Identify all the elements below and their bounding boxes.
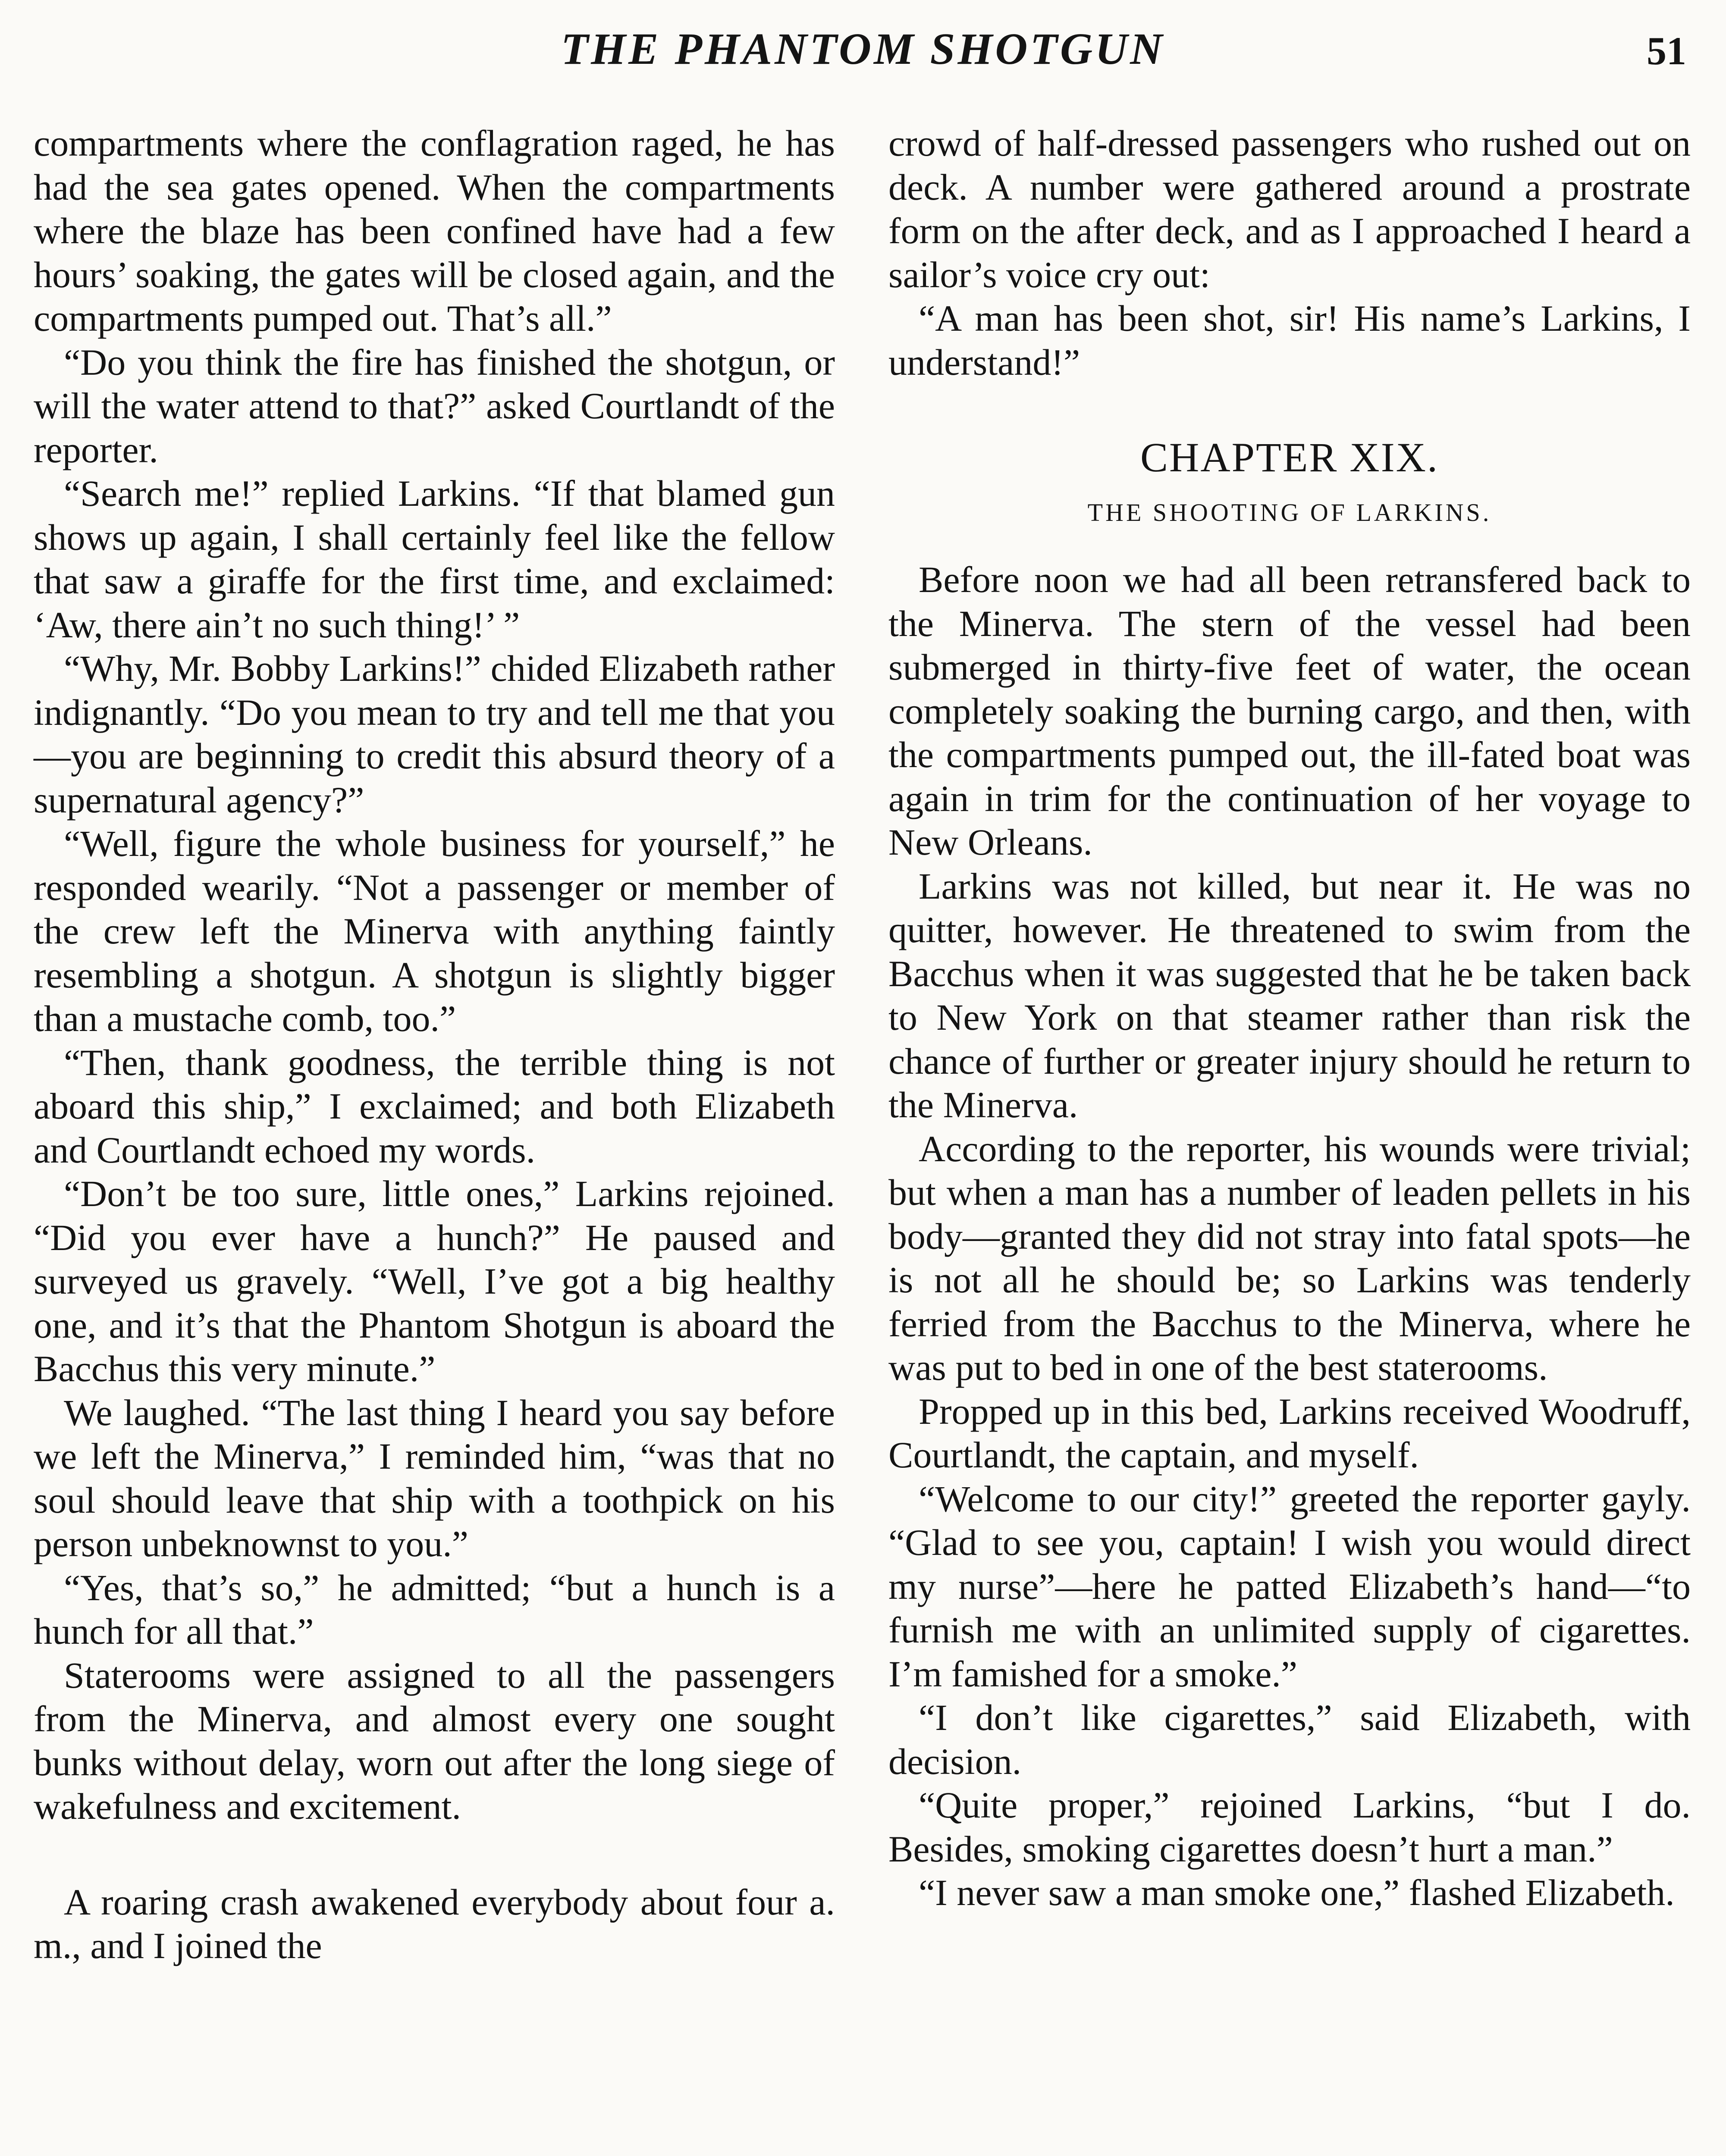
paragraph: According to the reporter, his wounds were trivial; but when a man has a number of leaden pellets in his body—granted they did not stray into fatal spots—he is not all he should be; so Larkins was tenderly ferried from the Bacchus to the Minerva, where he was put to bed in one of the best staterooms. [888, 1128, 1691, 1388]
paragraph: “Yes, that’s so,” he admitted; “but a hunch is a hunch for all that.” [34, 1567, 835, 1652]
running-header-title: THE PHANTOM SHOTGUN [561, 24, 1165, 74]
paragraph: “Do you think the fire has finished the shotgun, or will the water attend to that?” asked Courtlandt of the reporter. [34, 341, 835, 470]
paragraph: “I never saw a man smoke one,” flashed Elizabeth. [919, 1872, 1675, 1913]
section-break [34, 1829, 835, 1880]
paragraph: Before noon we had all been retransfered back to the Minerva. The stern of the vessel had been submerged in thirty-five feet of water, the ocean completely soaking the burning cargo, and then, with the compartments pumped out, the ill-fated boat was again in trim for the continuation of her voyage to New Orleans. [888, 559, 1691, 863]
paragraph: “Quite proper,” rejoined Larkins, “but I do. Besides, smoking cigarettes doesn’t hurt a man.” [888, 1784, 1691, 1870]
paragraph: We laughed. “The last thing I heard you say before we left the Minerva,” I reminded him, “was that no soul should leave that ship with a toothpick on his person unbeknownst to you.” [34, 1391, 835, 1564]
paragraph: compartments where the conflagration raged, he has had the sea gates opened. When the compartments where the blaze has been confined have had a few hours’ soaking, the gates will be closed again, and the compartments pumped out. That’s all.” [34, 122, 835, 339]
paragraph: Larkins was not killed, but near it. He was no quitter, however. He threatened to swim from the Bacchus when it was suggested that he be taken back to New York on that steamer rather than risk the chance of further or greater injury should he return to the Minerva. [888, 865, 1691, 1125]
paragraph: “Don’t be too sure, little ones,” Larkins rejoined. “Did you ever have a hunch?” He paused and surveyed us gravely. “Well, I’ve got a big healthy one, and it’s that the Phantom Shotgun is aboard the Bacchus this very minute.” [34, 1173, 835, 1389]
paragraph: Propped up in this bed, Larkins received Woodruff, Courtlandt, the captain, and myself. [888, 1390, 1691, 1476]
chapter-heading: CHAPTER XIX. [1140, 434, 1439, 480]
paragraph: “Well, figure the whole business for yourself,” he responded wearily. “Not a passenger or member of the crew left the Minerva with anything faintly resembling a shotgun. A shotgun is slightly bigger than a mustache comb, too.” [34, 823, 835, 1039]
paragraph: “Search me!” replied Larkins. “If that blamed gun shows up again, I shall certainly feel like the fellow that saw a giraffe for the first time, and exclaimed: ‘Aw, there ain’t no such thing!’ ” [34, 473, 835, 646]
paragraph: “Why, Mr. Bobby Larkins!” chided Elizabeth rather indignantly. “Do you mean to try and tell me that you—you are beginning to credit this absurd theory of a supernatural agency?” [34, 648, 835, 821]
paragraph: Staterooms were assigned to all the passengers from the Minerva, and almost every one sought bunks without delay, worn out after the long siege of wakefulness and excitement. [34, 1654, 835, 1827]
paragraph: “Then, thank goodness, the terrible thing is not aboard this ship,” I exclaimed; and both Elizabeth and Courtlandt echoed my words. [34, 1041, 835, 1171]
right-column [888, 122, 1691, 1915]
paragraph: crowd of half-dressed passengers who rushed out on deck. A number were gathered around a prostrate form on the after deck, and as I approached I heard a sailor’s voice cry out: [888, 122, 1691, 295]
paragraph: A roaring crash awakened everybody about four a. m., and I joined the [34, 1881, 835, 1966]
paragraph: “A man has been shot, sir! His name’s Larkins, I understand!” [888, 298, 1691, 383]
paragraph: “I don’t like cigarettes,” said Elizabeth, with decision. [888, 1697, 1691, 1782]
paragraph: “Welcome to our city!” greeted the reporter gayly. “Glad to see you, captain! I wish you would direct my nurse”—here he patted Elizabeth’s hand—“to furnish me with an unlimited supply of cigarettes. I’m famished for a smoke.” [888, 1478, 1691, 1695]
page-number: 51 [1647, 29, 1686, 73]
chapter-subtitle: THE SHOOTING OF LARKINS. [1087, 498, 1492, 526]
left-column [34, 122, 835, 1968]
